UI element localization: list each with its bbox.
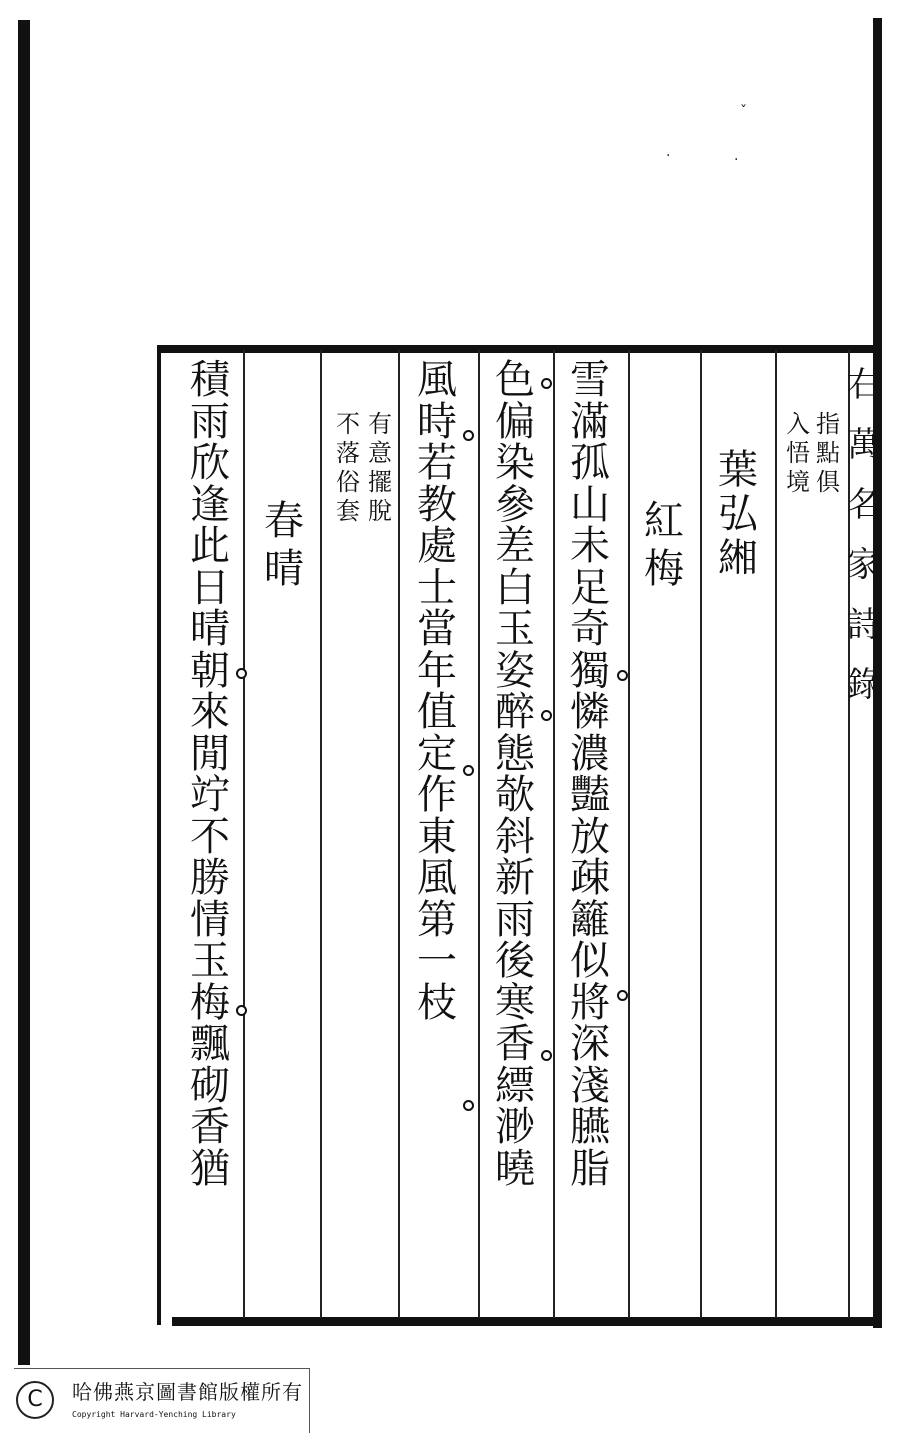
- poem2-line1-column: [188, 357, 232, 1192]
- text-character: 擺: [368, 468, 392, 496]
- text-character: 放: [570, 813, 610, 860]
- text-character: 淺: [570, 1062, 610, 1109]
- copyright-icon: C: [16, 1381, 54, 1419]
- text-character: 弘: [718, 491, 758, 537]
- text-character: 落: [336, 439, 360, 467]
- text-character: 來: [190, 689, 230, 735]
- text-character: 右: [847, 365, 881, 405]
- text-character: 積: [190, 357, 230, 403]
- text-character: 東: [417, 813, 457, 860]
- text-character: 將: [570, 979, 610, 1026]
- block-left-border: [157, 345, 161, 1325]
- text-character: 枝: [417, 979, 457, 1026]
- text-character: 境: [786, 468, 810, 496]
- note-left-column: [776, 410, 820, 497]
- text-character: 風: [417, 357, 457, 403]
- text-character: 指: [816, 410, 840, 438]
- block-top-border: [158, 345, 878, 353]
- text-character: 點: [816, 439, 840, 467]
- ink-speck: ˇ: [740, 104, 747, 120]
- page-left-border: [18, 20, 30, 1365]
- text-character: 不: [190, 813, 230, 860]
- punctuation-circle: [541, 710, 552, 721]
- text-character: 朝: [190, 647, 230, 694]
- text-character: 豔: [570, 772, 610, 818]
- text-character: 飄: [190, 1021, 230, 1067]
- text-character: 後: [495, 938, 535, 984]
- text-character: 家: [847, 545, 881, 585]
- text-character: 雨: [495, 896, 535, 943]
- column-rule: [628, 350, 630, 1318]
- text-character: 縹: [495, 1062, 535, 1109]
- text-character: 俱: [816, 468, 840, 496]
- text-character: 山: [570, 481, 610, 528]
- comment-left-column: [326, 410, 370, 526]
- text-character: 時: [417, 398, 457, 445]
- text-character: 濃: [570, 730, 610, 777]
- text-character: 詩: [847, 605, 881, 645]
- column-rule: [700, 350, 702, 1318]
- text-character: 緗: [718, 535, 758, 581]
- text-character: 風: [417, 855, 457, 901]
- text-character: 定: [417, 730, 457, 777]
- text-character: 獨: [570, 647, 610, 694]
- ink-speck: ·: [734, 152, 739, 168]
- author-column: [716, 448, 760, 580]
- text-character: 教: [417, 481, 457, 528]
- text-character: 未: [570, 523, 610, 569]
- poem1-line3-column: [415, 357, 459, 1026]
- punctuation-circle: [617, 670, 628, 681]
- text-character: 不: [336, 410, 360, 438]
- text-character: 有: [368, 410, 392, 438]
- text-character: 足: [570, 564, 610, 611]
- text-character: 作: [417, 772, 457, 818]
- text-character: 逢: [190, 481, 230, 528]
- text-character: 欹: [495, 772, 535, 818]
- text-character: 孤: [570, 440, 610, 486]
- text-character: 雨: [190, 398, 230, 445]
- text-character: 滿: [570, 398, 610, 445]
- poem1-line1-column: [568, 357, 612, 1192]
- text-character: 當: [417, 606, 457, 652]
- ink-speck: ·: [666, 148, 671, 164]
- text-character: 脫: [368, 497, 392, 525]
- poem2-title-column: [262, 497, 306, 593]
- text-character: 俗: [336, 468, 360, 496]
- text-character: 奇: [570, 606, 610, 652]
- text-character: 值: [417, 689, 457, 735]
- text-character: 欣: [190, 440, 230, 486]
- text-character: 姿: [495, 647, 535, 694]
- poem1-line2-column: [493, 357, 537, 1192]
- text-character: 紅: [644, 498, 684, 544]
- punctuation-circle: [463, 1100, 474, 1111]
- text-character: 新: [495, 855, 535, 901]
- text-character: 梅: [190, 979, 230, 1026]
- footer-en: Copyright Harvard-Yenching Library: [72, 1410, 236, 1419]
- text-character: 差: [495, 523, 535, 569]
- text-character: 曉: [495, 1145, 535, 1192]
- text-character: 偏: [495, 398, 535, 445]
- text-character: 雪: [570, 357, 610, 403]
- punctuation-circle: [463, 765, 474, 776]
- text-character: 葉: [718, 447, 758, 493]
- text-character: 憐: [570, 689, 610, 735]
- text-character: 情: [190, 896, 230, 943]
- text-character: 染: [495, 440, 535, 486]
- text-character: 意: [368, 439, 392, 467]
- text-character: 閒: [190, 730, 230, 777]
- text-character: 名: [847, 485, 881, 525]
- text-character: 士: [417, 564, 457, 611]
- text-character: 春: [264, 498, 304, 544]
- text-character: 梅: [644, 546, 684, 592]
- text-character: 香: [190, 1104, 230, 1150]
- column-rule: [553, 350, 555, 1318]
- punctuation-circle: [617, 990, 628, 1001]
- text-character: 玉: [190, 938, 230, 984]
- text-character: 處: [417, 523, 457, 569]
- text-character: 白: [495, 564, 535, 611]
- text-character: 疎: [570, 855, 610, 901]
- text-character: 臙: [570, 1104, 610, 1150]
- text-character: 態: [495, 730, 535, 777]
- text-character: 參: [495, 481, 535, 528]
- text-character: 砌: [190, 1062, 230, 1109]
- text-character: 悟: [786, 439, 810, 467]
- text-character: 寒: [495, 979, 535, 1026]
- text-character: 一: [417, 938, 457, 984]
- text-character: 此: [190, 523, 230, 569]
- text-character: 籬: [570, 896, 610, 943]
- text-character: 竚: [190, 772, 230, 818]
- header-fragment-column: [842, 355, 886, 715]
- text-character: 錄: [847, 665, 881, 705]
- punctuation-circle: [541, 378, 552, 389]
- text-character: 萬: [847, 425, 881, 465]
- text-character: 玉: [495, 606, 535, 652]
- text-character: 醉: [495, 689, 535, 735]
- text-character: 渺: [495, 1104, 535, 1150]
- text-character: 若: [417, 440, 457, 486]
- punctuation-circle: [463, 430, 474, 441]
- punctuation-circle: [541, 1050, 552, 1061]
- text-character: 第: [417, 896, 457, 943]
- column-rule: [243, 350, 245, 1318]
- footer-cn: 哈佛燕京圖書館版權所有: [72, 1380, 303, 1404]
- text-character: 斜: [495, 813, 535, 860]
- text-character: 勝: [190, 855, 230, 901]
- poem1-title-column: [642, 497, 686, 593]
- text-character: 套: [336, 497, 360, 525]
- text-character: 似: [570, 938, 610, 984]
- text-character: 深: [570, 1021, 610, 1067]
- text-character: 脂: [570, 1145, 610, 1192]
- text-character: 色: [495, 357, 535, 403]
- text-character: 日: [190, 564, 230, 611]
- text-character: 入: [786, 410, 810, 438]
- text-character: 晴: [264, 546, 304, 592]
- text-character: 年: [417, 647, 457, 694]
- punctuation-circle: [236, 668, 247, 679]
- column-rule: [478, 350, 480, 1318]
- block-bottom-border: [172, 1317, 878, 1326]
- text-character: 晴: [190, 606, 230, 652]
- punctuation-circle: [236, 1005, 247, 1016]
- column-rule: [320, 350, 322, 1318]
- text-character: 香: [495, 1021, 535, 1067]
- text-character: 猶: [190, 1145, 230, 1192]
